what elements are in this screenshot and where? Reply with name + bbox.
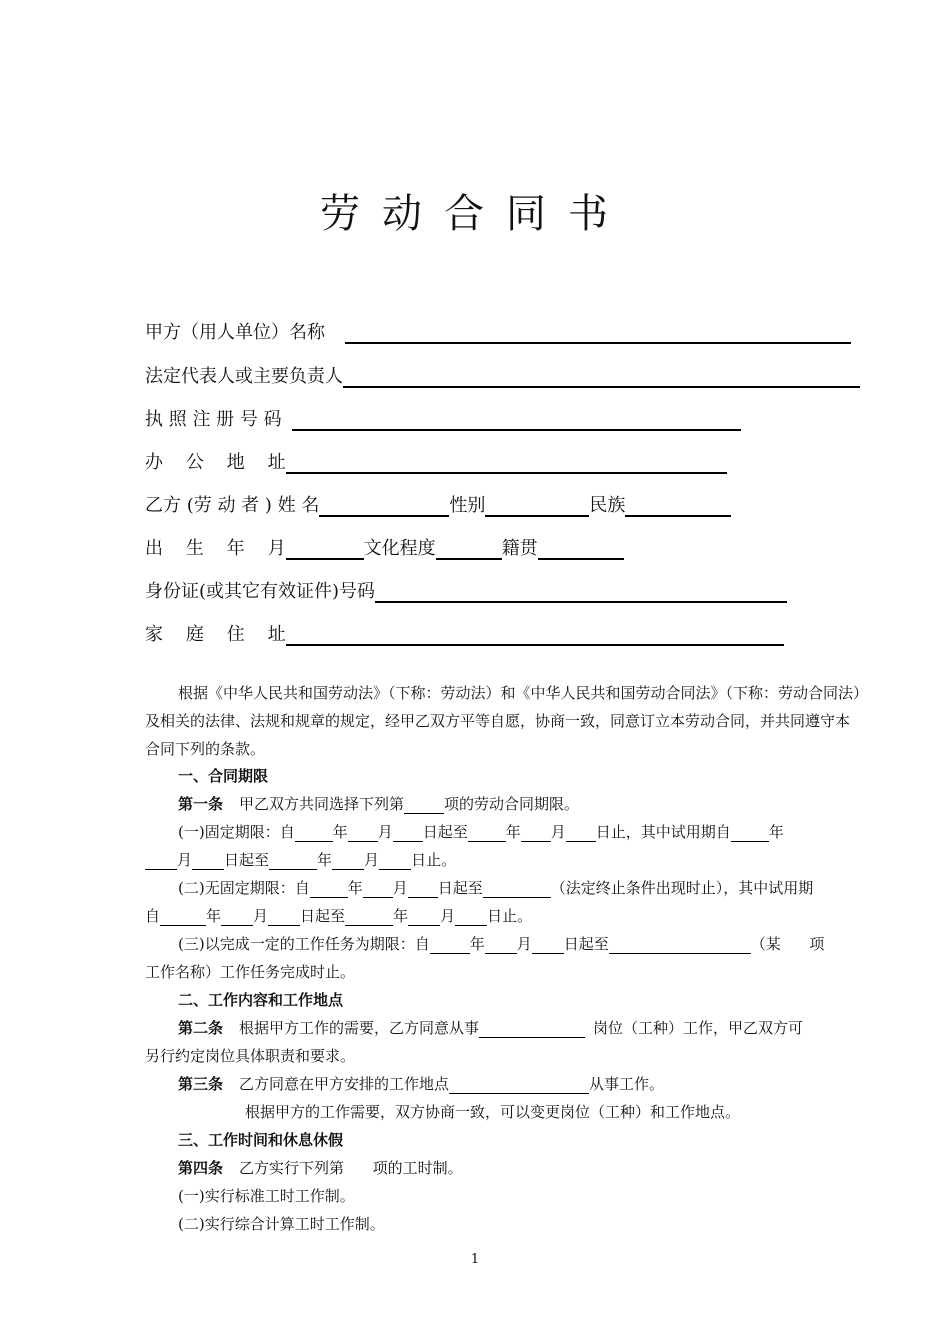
- field-party-b: 乙方 (劳 动 者 ) 姓 名 性别 民族: [145, 491, 731, 517]
- field-office: 办 公 地 址: [145, 448, 727, 474]
- gender-blank[interactable]: [485, 497, 589, 517]
- term-task: (三)以完成一定的工作任务为期限：自 年 月 日起至 （某 项: [178, 935, 825, 953]
- section-heading-3: 三、工作时间和休息休假: [178, 1131, 344, 1149]
- hours-standard: (一)实行标准工时工作制。: [178, 1187, 355, 1205]
- term-task-cont: 工作名称）工作任务完成时止。: [145, 963, 356, 981]
- hours-comprehensive: (二)实行综合计算工时工作制。: [178, 1215, 385, 1233]
- native-place-blank[interactable]: [538, 540, 624, 560]
- page-title: 劳动合同书: [320, 191, 630, 237]
- page-number: 1: [470, 1252, 480, 1267]
- article-3-cont: 根据甲方的工作需要，双方协商一致，可以变更岗位（工种）和工作地点。: [245, 1103, 741, 1121]
- section-heading-1: 一、合同期限: [178, 767, 269, 785]
- article-3: 第三条 乙方同意在甲方安排的工作地点 从事工作。: [178, 1075, 665, 1093]
- section-heading-2: 二、工作内容和工作地点: [178, 991, 344, 1009]
- term-open-cont: 自 年 月 日起至 年 月 日止。: [145, 907, 533, 925]
- field-license: 执 照 注 册 号 码: [145, 405, 741, 431]
- article-1: 第一条 甲乙双方共同选择下列第 项的劳动合同期限。: [178, 795, 580, 813]
- term-open: (二)无固定期限：自 年 月 日起至 （法定终止条件出现时止），其中试用期: [178, 879, 814, 897]
- name-blank[interactable]: [319, 497, 449, 517]
- education-blank[interactable]: [436, 540, 502, 560]
- article-2: 第二条 根据甲方工作的需要，乙方同意从事 岗位（工种）工作，甲乙双方可: [178, 1019, 804, 1037]
- term-fixed: (一)固定期限：自 年 月 日起至 年 月 日止，其中试用期自 年: [178, 823, 784, 841]
- field-legal-rep: 法定代表人或主要负责人: [145, 362, 860, 388]
- position-blank[interactable]: [479, 1022, 585, 1038]
- office-blank[interactable]: [286, 454, 727, 474]
- field-birth: 出 生 年 月 文化程度 籍贯: [145, 534, 624, 560]
- birth-blank[interactable]: [286, 540, 364, 560]
- home-blank[interactable]: [286, 626, 784, 646]
- field-home: 家 庭 住 址: [145, 620, 784, 646]
- term-choice-blank[interactable]: [404, 798, 444, 814]
- field-id: 身份证(或其它有效证件)号码: [145, 577, 787, 603]
- id-blank[interactable]: [375, 583, 787, 603]
- legal-rep-blank[interactable]: [343, 368, 860, 388]
- ethnicity-blank[interactable]: [625, 497, 731, 517]
- party-a-blank[interactable]: [345, 324, 851, 344]
- article-4: 第四条 乙方实行下列第 项的工时制。: [178, 1159, 463, 1177]
- field-party-a: 甲方（用人单位）名称: [145, 318, 851, 344]
- workplace-blank[interactable]: [449, 1078, 589, 1094]
- license-blank[interactable]: [292, 411, 741, 431]
- article-2-cont: 另行约定岗位具体职责和要求。: [145, 1047, 356, 1065]
- intro-paragraph: 根据《中华人民共和国劳动法》（下称：劳动法）和《中华人民共和国劳动合同法》（下称：劳动合同法）及相关的法律、法规和规章的规定，经甲乙双方平等自愿，协商一致，同意订立本劳动合同，并共同遵守本合同下列的条款。: [145, 684, 861, 758]
- term-fixed-cont: 月 日起至 年 月 日止。: [145, 849, 863, 870]
